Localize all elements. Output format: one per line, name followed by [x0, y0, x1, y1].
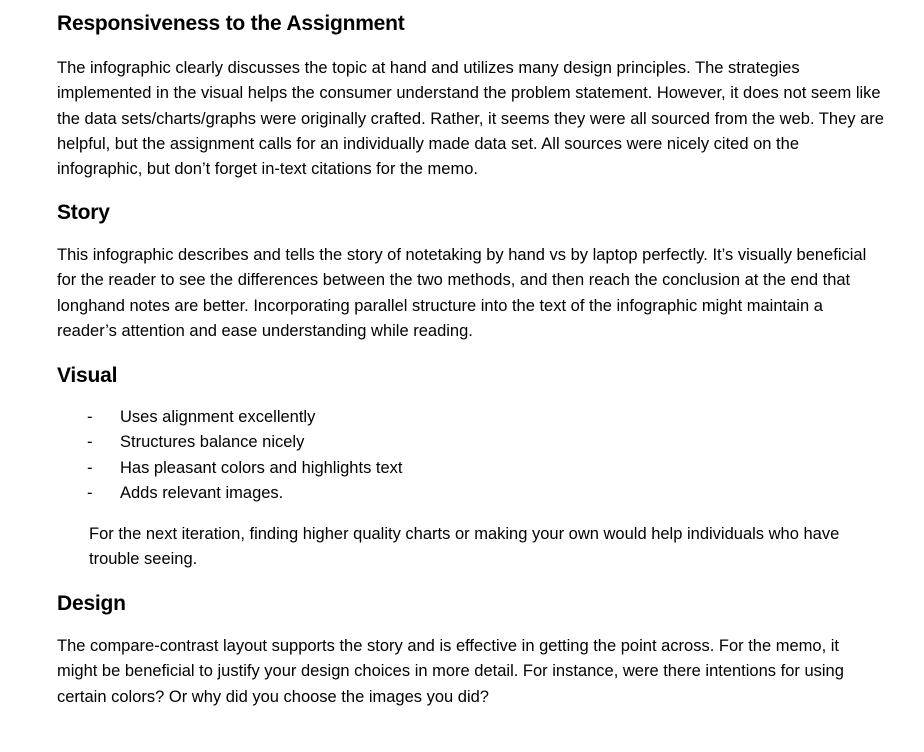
list-item	[87, 481, 403, 506]
list-item	[87, 405, 403, 430]
section-heading-design: Design	[57, 592, 126, 615]
list-item	[87, 430, 403, 455]
bullet-text: Uses alignment excellently	[120, 408, 316, 426]
bullet-marker: -	[87, 408, 93, 426]
bullet-marker: -	[87, 483, 93, 502]
bullet-marker: -	[87, 433, 93, 452]
bullet-marker: -	[87, 458, 93, 477]
section-heading-story: Story	[57, 201, 110, 224]
bullet-text: Structures balance nicely	[120, 433, 305, 452]
section-body-story: This infographic describes and tells the story of notetaking by hand vs by laptop perfectly. It’s visually beneficial for the reader to see the differences between the two methods, and then reach the conclusion at the end that longhand notes are better. Incorporating parallel structure into the text of the infographic might maintain a reader’s attention and ease understanding while reading.	[57, 246, 867, 340]
visual-bullet-list	[87, 405, 403, 506]
section-body-design: The compare-contrast layout supports the story and is effective in getting the point across. For the memo, it might be beneficial to justify your design choices in more detail. For instance, were there intentions for using certain colors? Or why did you choose the images you did?	[57, 637, 844, 706]
section-body-responsiveness: The infographic clearly discusses the topic at hand and utilizes many design principles. The strategies implemented in the visual helps the consumer understand the problem statement. However, it does not seem like the data sets/charts/graphs were originally crafted. Rather, it seems they were all sourced from the web. They are helpful, but the assignment calls for an individually made data set. All sources were nicely cited on the infographic, but don’t forget in-text citations for the memo.	[57, 59, 884, 179]
section-heading-responsiveness: Responsiveness to the Assignment	[57, 12, 405, 35]
bullet-text: Adds relevant images.	[120, 483, 284, 502]
visual-note: For the next iteration, finding higher quality charts or making your own would help individuals who have trouble seeing.	[89, 525, 840, 569]
section-heading-visual: Visual	[57, 364, 118, 387]
bullet-text: Has pleasant colors and highlights text	[120, 458, 403, 477]
list-item	[87, 456, 403, 481]
